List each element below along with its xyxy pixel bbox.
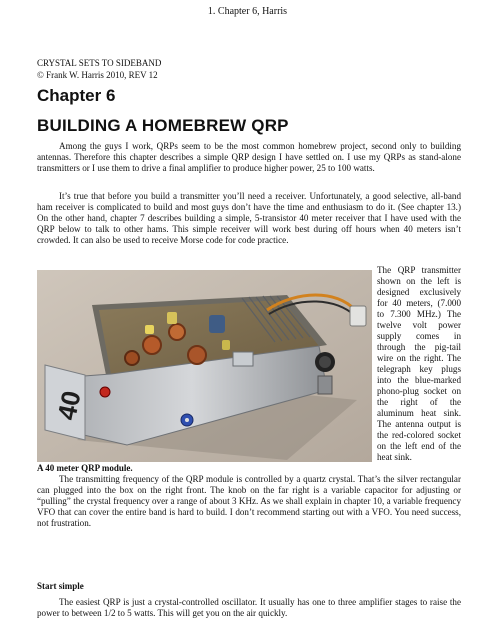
copyright-line: © Frank W. Harris 2010, REV 12: [37, 70, 158, 80]
paragraph-4: The easiest QRP is just a crystal-controlled oscillator. It usually has one to three amplifier stages to raise the power to between 1/2 to 5 watts. This will get you on the air quickly.: [37, 597, 461, 618]
figure-caption: A 40 meter QRP module.: [37, 463, 133, 473]
running-head: 1. Chapter 6, Harris: [207, 6, 288, 17]
source-block: [37, 57, 161, 81]
sidebar-text: The QRP transmitter shown on the left is designed exclusively for 40 meters, (7.000 to 7.300 MHz.) The twelve volt power supply comes in through the pig-tail wire on the right. The telegraph key plugs into the blue-marked phono-plug socket on the right of the aluminum heat sink. The antenna output is the red-colored socket on the left end of the heat sink.: [377, 265, 461, 462]
paragraph-1: Among the guys I work, QRPs seem to be the most common homebrew project, second only to building antennas. Therefore this chapter describes a simple QRP design I have settled on. I use my QRPs as stand-alone transmitters or I use them to drive a final amplifier to produce higher power, 25 to 100 watts.: [37, 141, 461, 173]
chapter-title: BUILDING A HOMEBREW QRP: [37, 116, 289, 135]
book-title: CRYSTAL SETS TO SIDEBAND: [37, 58, 162, 68]
paragraph-3: The transmitting frequency of the QRP module is controlled by a quartz crystal. That’s the silver rectangular can plugged into the box on the right front. The knob on the far right is a variable capacitor for adjusting or “pulling” the crystal frequency over a range of about 3 KHz. As we shall explain in chapter 10, a variable frequency VFO that can cover the entire band is hard to build. I don’t recommend starting out with a VFO. You need success, not frustration.: [37, 474, 461, 528]
paragraph-2: It’s true that before you build a transmitter you’ll need a receiver. Unfortunately, a good selective, all-band ham receiver is complicated to build and most guys don’t have the time and enthusiasm to do it. (See chapter 13.) On the other hand, chapter 7 describes building a simple, 5-transistor 40 meter receiver that I have used with the QRP below to talk to other hams. This simple receiver will work best during off hours when 40 meters isn’t crowded. It can also be used to receive Morse code for code practice.: [37, 191, 461, 245]
chapter-label: Chapter 6: [37, 86, 116, 105]
section-heading: Start simple: [37, 581, 84, 591]
band-label: 40: [51, 388, 87, 423]
qrp-module-photo: [37, 270, 372, 462]
